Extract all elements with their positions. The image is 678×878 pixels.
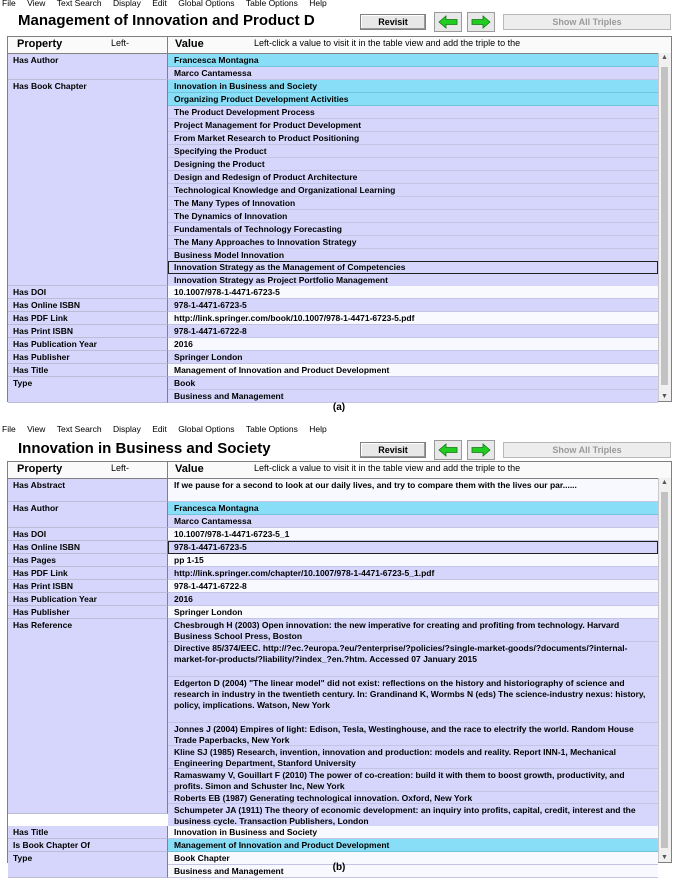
table-row [8, 479, 658, 502]
figure-caption-a: (a) [332, 402, 346, 413]
value-cell[interactable]: If we pause for a second to look at our daily lives, and try to compare them with the lives our par...... [168, 479, 658, 502]
vertical-scrollbar[interactable] [658, 478, 671, 862]
value-cell[interactable]: Francesca Montagna [168, 502, 658, 515]
table-row [8, 606, 658, 619]
menu-file[interactable]: File [2, 424, 16, 434]
chevron-up-icon[interactable]: ▲ [661, 54, 668, 61]
chevron-down-icon[interactable]: ▼ [661, 393, 668, 400]
menu-edit[interactable]: Edit [152, 424, 167, 434]
table-row [8, 299, 658, 312]
forward-button[interactable] [467, 440, 495, 460]
selected-value-cell[interactable]: 978-1-4471-6723-5 [168, 541, 658, 554]
value-cell[interactable]: http://link.springer.com/book/10.1007/978-1-4471-6723-5.pdf [168, 312, 658, 325]
page-title: Innovation in Business and Society [18, 440, 271, 457]
value-cell[interactable]: Springer London [168, 351, 658, 364]
green-right-arrow-icon [471, 443, 491, 457]
menu-table-options[interactable]: Table Options [245, 0, 298, 8]
value-cell[interactable]: Marco Cantamessa [168, 67, 658, 80]
table-row [8, 338, 658, 351]
value-column-header[interactable] [168, 37, 658, 53]
value-cell[interactable]: Business and Management [168, 865, 658, 878]
table-body [8, 479, 671, 876]
value-cell[interactable]: The Dynamics of Innovation [168, 210, 658, 223]
value-cell[interactable]: Designing the Product [168, 158, 658, 171]
show-all-triples-button[interactable]: Show All Triples [503, 14, 671, 30]
table-header [8, 462, 671, 479]
triples-table [7, 36, 672, 402]
property-cell[interactable]: Is Book Chapter Of [8, 839, 168, 852]
value-cell[interactable]: The Product Development Process [168, 106, 658, 119]
chevron-down-icon[interactable]: ▼ [661, 854, 668, 861]
value-cell[interactable]: Technological Knowledge and Organizational Learning [168, 184, 658, 197]
table-row [8, 541, 658, 554]
value-cell[interactable]: Book Chapter [168, 852, 658, 865]
show-all-triples-button[interactable]: Show All Triples [503, 442, 671, 458]
revisit-button[interactable]: Revisit [360, 14, 426, 30]
value-cell[interactable]: Specifying the Product [168, 145, 658, 158]
value-cell[interactable]: 10.1007/978-1-4471-6723-5_1 [168, 528, 658, 541]
value-column-header[interactable] [168, 462, 658, 478]
table-row [8, 286, 658, 299]
menu-view[interactable]: View [27, 0, 46, 8]
table-row [8, 351, 658, 364]
value-cell[interactable]: Design and Redesign of Product Architecture [168, 171, 658, 184]
table-row [8, 567, 658, 580]
value-cell[interactable]: From Market Research to Product Positioning [168, 132, 658, 145]
property-cell[interactable]: Has Print ISBN [8, 580, 168, 593]
value-header-hint: Left-click a value to visit it in the table view and add the triple to the [254, 38, 521, 48]
figure-caption-b: (b) [332, 862, 346, 873]
green-right-arrow-icon [471, 15, 491, 29]
table-row [8, 554, 658, 567]
property-column-header[interactable] [8, 37, 168, 53]
table-header [8, 37, 671, 54]
property-cell[interactable]: Has Author [8, 502, 168, 528]
property-header-label: Property [17, 38, 63, 50]
property-cell[interactable]: Has Publisher [8, 351, 168, 364]
menu-table-options[interactable]: Table Options [245, 424, 298, 434]
triples-table [7, 461, 672, 876]
value-cell[interactable]: Innovation Strategy as Project Portfolio Management [168, 274, 658, 287]
forward-button[interactable] [467, 12, 495, 32]
property-cell[interactable]: Has DOI [8, 286, 168, 299]
property-cell[interactable]: Has DOI [8, 528, 168, 541]
value-cell[interactable]: 978-1-4471-6722-8 [168, 580, 658, 593]
value-cell[interactable]: Management of Innovation and Product Development [168, 839, 658, 852]
property-cell[interactable]: Type [8, 377, 168, 403]
value-cell[interactable]: Organizing Product Development Activities [168, 93, 658, 106]
value-cell[interactable]: Management of Innovation and Product Development [168, 364, 658, 377]
property-cell[interactable]: Has Reference [8, 619, 168, 814]
table-row [8, 593, 658, 606]
table-row [8, 619, 658, 826]
reference-cell[interactable]: Schumpeter JA (1911) The theory of economic development: an inquiry into profits, capital, credit, interest and the business cycle. Transaction Publishers, London [168, 804, 658, 827]
back-button[interactable] [434, 12, 462, 32]
value-cell[interactable]: Business and Management [168, 390, 658, 403]
value-cell[interactable]: 2016 [168, 593, 658, 606]
chevron-up-icon[interactable]: ▲ [661, 479, 668, 486]
menu-help[interactable]: Help [309, 0, 327, 8]
vertical-scrollbar[interactable] [658, 53, 671, 401]
property-cell[interactable]: Has Online ISBN [8, 541, 168, 554]
reference-cell[interactable]: Roberts EB (1987) Generating technological innovation. Oxford, New York [168, 792, 658, 804]
selected-value-cell[interactable]: Innovation Strategy as the Management of Competencies [168, 261, 658, 274]
value-cell[interactable]: Marco Cantamessa [168, 515, 658, 528]
property-column-header[interactable] [8, 462, 168, 478]
property-cell[interactable]: Has Title [8, 826, 168, 839]
table-row [8, 312, 658, 325]
property-cell[interactable]: Type [8, 852, 168, 878]
back-button[interactable] [434, 440, 462, 460]
value-cell[interactable]: 978-1-4471-6722-8 [168, 325, 658, 338]
table-row [8, 377, 658, 403]
table-row [8, 528, 658, 541]
property-cell[interactable]: Has Publication Year [8, 338, 168, 351]
scrollbar-thumb[interactable] [661, 492, 668, 848]
reference-cell[interactable]: Jonnes J (2004) Empires of light: Edison, Tesla, Westinghouse, and the race to electrify the world. Random House Trade Paperbacks, New York [168, 723, 658, 746]
value-cell[interactable]: http://link.springer.com/chapter/10.1007/978-1-4471-6723-5_1.pdf [168, 567, 658, 580]
value-cell[interactable]: Innovation in Business and Society [168, 80, 658, 93]
menu-bar [0, 0, 678, 11]
menu-help[interactable]: Help [309, 424, 327, 434]
green-left-arrow-icon [438, 15, 458, 29]
property-header-hint: Left- [111, 463, 130, 473]
property-cell[interactable]: Has Book Chapter [8, 80, 168, 286]
title-bar [0, 439, 678, 461]
table-body [8, 54, 671, 401]
table-row [8, 502, 658, 528]
property-header-label: Property [17, 463, 63, 475]
revisit-button[interactable]: Revisit [360, 442, 426, 458]
value-cell[interactable]: 10.1007/978-1-4471-6723-5 [168, 286, 658, 299]
green-left-arrow-icon [438, 443, 458, 457]
property-cell[interactable]: Has Pages [8, 554, 168, 567]
table-row [8, 839, 658, 852]
reference-cell[interactable]: Ramaswamy V, Gouillart F (2010) The power of co-creation: build it with them to boost growth, productivity, and profits. Simon and Schuster Inc, New York [168, 769, 658, 792]
reference-cell[interactable]: Edgerton D (2004) "The linear model" did not exist: reflections on the history and historiography of science and research in industry in the twentieth century. In: Grandinand K, Wormbs N (eds) The science-industry nexus: history, policy, implications. Watson, New York [168, 677, 658, 723]
property-cell[interactable]: Has Author [8, 54, 168, 80]
value-cell[interactable]: Project Management for Product Development [168, 119, 658, 132]
property-header-hint: Left- [111, 38, 130, 48]
menu-bar [0, 424, 678, 437]
property-cell[interactable]: Has Title [8, 364, 168, 377]
property-cell[interactable]: Has Publication Year [8, 593, 168, 606]
value-header-label: Value [175, 38, 204, 50]
property-cell[interactable]: Has Online ISBN [8, 299, 168, 312]
reference-cell[interactable]: Directive 85/374/EEC. http://?ec.?europa.?eu/?enterprise/?policies/?single-market-goods/?documents/?internal-market-for-products/?liability/?index_?en.?htm. Accessed 07 January 2015 [168, 642, 658, 677]
menu-global-options[interactable]: Global Options [178, 424, 235, 434]
property-cell[interactable]: Has Publisher [8, 606, 168, 619]
property-cell[interactable]: Has PDF Link [8, 567, 168, 580]
value-cell[interactable]: Fundamentals of Technology Forecasting [168, 223, 658, 236]
reference-cell[interactable]: Chesbrough H (2003) Open innovation: the new imperative for creating and profiting from technology. Harvard Business School Press, Boston [168, 619, 658, 642]
value-cell[interactable]: 978-1-4471-6723-5 [168, 299, 658, 312]
table-row [8, 826, 658, 839]
value-cell[interactable]: Francesca Montagna [168, 54, 658, 67]
value-cell[interactable]: 2016 [168, 338, 658, 351]
menu-edit[interactable]: Edit [152, 0, 167, 8]
value-cell[interactable]: pp 1-15 [168, 554, 658, 567]
reference-cell[interactable]: Kline SJ (1985) Research, invention, innovation and production: models and reality. Report INN-1, Mechanical Engineering Department, Stanford University [168, 746, 658, 769]
value-cell[interactable]: The Many Types of Innovation [168, 197, 658, 210]
menu-global-options[interactable]: Global Options [178, 0, 235, 8]
menu-display[interactable]: Display [113, 424, 141, 434]
table-row [8, 325, 658, 338]
value-cell[interactable]: The Many Approaches to Innovation Strategy [168, 236, 658, 249]
value-header-label: Value [175, 463, 204, 475]
title-bar [0, 11, 678, 33]
value-cell[interactable]: Innovation in Business and Society [168, 826, 658, 839]
table-row [8, 364, 658, 377]
table-row [8, 54, 658, 80]
page-title: Management of Innovation and Product D [18, 12, 315, 29]
scrollbar-thumb[interactable] [661, 67, 668, 385]
value-cell[interactable]: Book [168, 377, 658, 390]
value-cell[interactable]: Springer London [168, 606, 658, 619]
value-header-hint: Left-click a value to visit it in the table view and add the triple to the [254, 463, 521, 473]
property-cell[interactable]: Has PDF Link [8, 312, 168, 325]
menu-file[interactable]: File [2, 0, 16, 8]
value-cell[interactable]: Business Model Innovation [168, 249, 658, 262]
property-cell[interactable]: Has Abstract [8, 479, 168, 502]
menu-text-search[interactable]: Text Search [56, 0, 102, 8]
table-row [8, 580, 658, 593]
menu-view[interactable]: View [27, 424, 46, 434]
property-cell[interactable]: Has Print ISBN [8, 325, 168, 338]
menu-text-search[interactable]: Text Search [56, 424, 102, 434]
menu-display[interactable]: Display [113, 0, 141, 8]
table-row [8, 80, 658, 286]
